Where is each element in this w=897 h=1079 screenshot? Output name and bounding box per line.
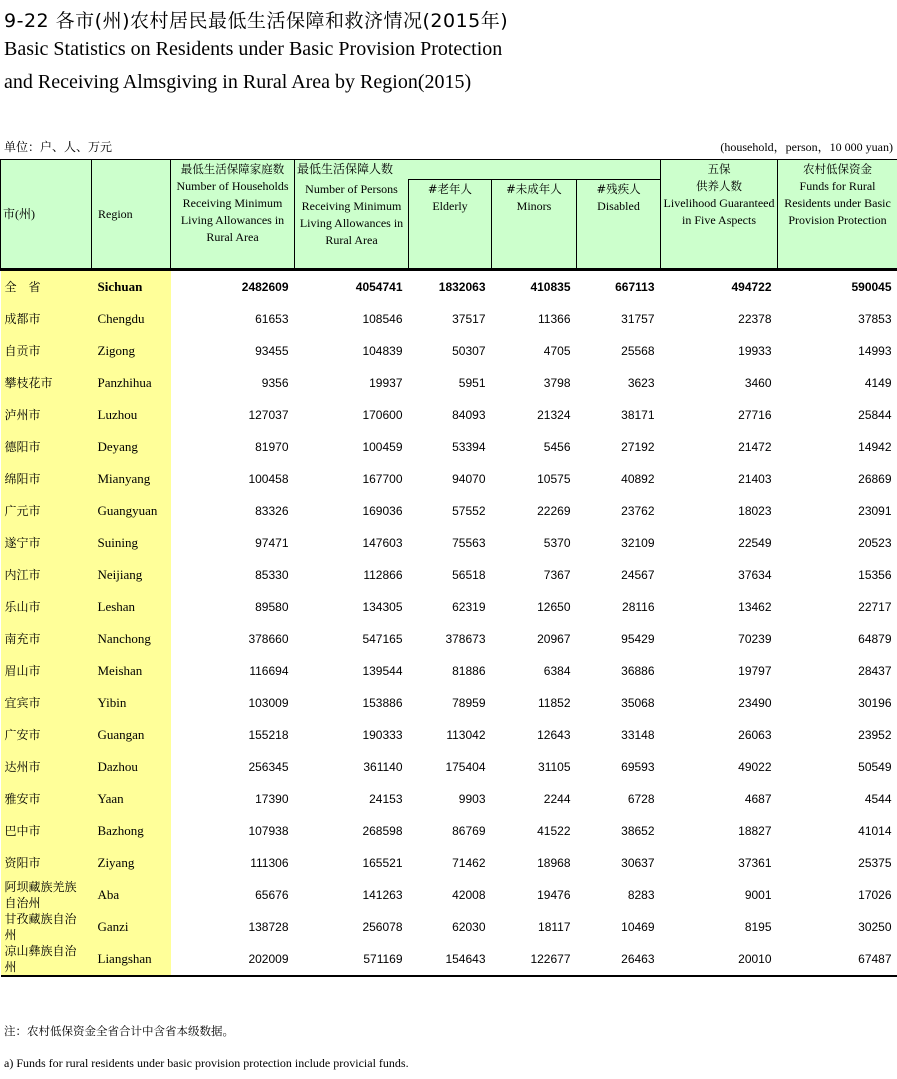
table-cell: 37634: [738, 568, 772, 582]
table-cell: 170600: [362, 408, 403, 422]
header-elderly: [409, 180, 492, 270]
footnote-cn: 注：农村低保资金全省合计中含省本级数据。: [4, 1024, 234, 1038]
table-cell: 64879: [858, 632, 892, 646]
table-cell: 27192: [621, 440, 655, 454]
table-cell: 95429: [621, 632, 655, 646]
table-cell: 190333: [362, 728, 403, 742]
table-cell: 3460: [744, 376, 772, 390]
table-cell: 18827: [738, 824, 772, 838]
region-name-en: Nanchong: [92, 623, 171, 655]
table-cell: 71462: [452, 856, 486, 870]
table-cell: 547165: [362, 632, 403, 646]
region-name-cn: 全省: [1, 270, 92, 304]
table-cell: 9001: [744, 888, 772, 902]
table-row: [1, 463, 897, 495]
table-cell: 15356: [858, 568, 892, 582]
table-row: [1, 527, 897, 559]
table-cell: 6728: [627, 792, 655, 806]
table-cell: 50307: [452, 344, 486, 358]
header-elderly-cn: #老年人: [427, 182, 473, 196]
table-cell: 37517: [452, 312, 486, 326]
table-cell: 175404: [445, 760, 486, 774]
table-row: [1, 783, 897, 815]
table-cell: 165521: [362, 856, 403, 870]
table-cell: 83326: [255, 504, 289, 518]
table-cell: 81970: [255, 440, 289, 454]
region-name-cn: 遂宁市: [1, 527, 92, 559]
table-cell: 36886: [621, 664, 655, 678]
region-name-cn: 达州市: [1, 751, 92, 783]
table-cell: 155218: [248, 728, 289, 742]
table-cell: 108546: [362, 312, 403, 326]
header-households-en: Number of Households Receiving Minimum Living Allowances in Rural Area: [176, 179, 289, 244]
region-name-cn: 凉山彝族自治州: [1, 943, 92, 976]
table-cell: 94070: [452, 472, 486, 486]
region-name-en: Yaan: [92, 783, 171, 815]
region-name-en: Neijiang: [92, 559, 171, 591]
region-name-en: Guangan: [92, 719, 171, 751]
table-cell: 23490: [738, 696, 772, 710]
table-cell: 78959: [452, 696, 486, 710]
table-cell: 9903: [458, 792, 486, 806]
header-wubao-cn2: 供养人数: [696, 179, 743, 193]
header-funds-cn: 农村低保资金: [803, 162, 873, 176]
region-name-cn: 成都市: [1, 303, 92, 335]
table-cell: 32109: [621, 536, 655, 550]
table-cell: 97471: [255, 536, 289, 550]
table-row: [1, 911, 897, 943]
table-cell: 26463: [577, 943, 661, 976]
table-cell: 103009: [248, 696, 289, 710]
table-row: [1, 399, 897, 431]
region-name-en: Guangyuan: [92, 495, 171, 527]
table-cell: 41522: [537, 824, 571, 838]
table-cell: 20523: [858, 536, 892, 550]
table-cell: 268598: [362, 824, 403, 838]
table-cell: 19937: [369, 376, 403, 390]
table-cell: 19476: [537, 888, 571, 902]
table-cell: 65676: [255, 888, 289, 902]
table-cell: 30637: [621, 856, 655, 870]
region-name-cn: 雅安市: [1, 783, 92, 815]
region-name-cn: 攀枝花市: [1, 367, 92, 399]
region-name-en: Dazhou: [92, 751, 171, 783]
table-cell: 22269: [537, 504, 571, 518]
table-cell: 38171: [621, 408, 655, 422]
header-city-cn: 市(州): [1, 160, 92, 270]
region-name-cn: 甘孜藏族自治州: [1, 911, 92, 943]
table-cell: 116694: [249, 664, 289, 678]
table-cell: 18023: [738, 504, 772, 518]
region-name-cn: 宜宾市: [1, 687, 92, 719]
table-cell: 14993: [858, 344, 892, 358]
table-cell: 20967: [537, 632, 571, 646]
region-name-en: Luzhou: [92, 399, 171, 431]
table-cell: 41014: [858, 824, 892, 838]
table-cell: 8283: [627, 888, 655, 902]
table-cell: 25844: [858, 408, 892, 422]
region-name-cn: 绵阳市: [1, 463, 92, 495]
header-wubao: [661, 160, 778, 270]
table-cell: 20010: [661, 943, 778, 976]
header-disabled-en: Disabled: [597, 199, 640, 213]
table-cell: 2482609: [171, 270, 295, 304]
table-cell: 410835: [492, 270, 577, 304]
table-cell: 4149: [864, 376, 892, 390]
table-cell: 1832063: [409, 270, 492, 304]
header-funds: [778, 160, 897, 270]
table-cell: 30250: [858, 920, 892, 934]
table-cell: 202009: [171, 943, 295, 976]
region-name-en: Chengdu: [92, 303, 171, 335]
table-cell: 256345: [248, 760, 289, 774]
header-region-en: Region: [92, 160, 171, 270]
table-cell: 23952: [858, 728, 892, 742]
table-row: [1, 847, 897, 879]
header-funds-en: Funds for Rural Residents under Basic Provision Protection: [784, 179, 891, 227]
table-cell: 28437: [858, 664, 892, 678]
table-cell: 37361: [738, 856, 772, 870]
table-cell: 378660: [248, 632, 289, 646]
table-row: [1, 655, 897, 687]
table-cell: 590045: [778, 270, 897, 304]
table-cell: 8195: [744, 920, 772, 934]
table-cell: 667113: [577, 270, 661, 304]
region-name-cn: 德阳市: [1, 431, 92, 463]
table-cell: 113042: [446, 728, 486, 742]
table-cell: 256078: [362, 920, 403, 934]
table-cell: 3798: [543, 376, 571, 390]
table-row: [1, 431, 897, 463]
table-cell: 100458: [248, 472, 289, 486]
table-cell: 31757: [621, 312, 655, 326]
table-cell: 169036: [362, 504, 403, 518]
table-title-en-line2: and Receiving Almsgiving in Rural Area by Region(2015): [4, 71, 472, 93]
table-cell: 31105: [538, 760, 571, 774]
table-cell: 6384: [543, 664, 571, 678]
table-cell: 13462: [738, 600, 772, 614]
table-row: [1, 815, 897, 847]
table-cell: 122677: [492, 943, 577, 976]
table-row: [1, 943, 897, 976]
region-name-en: Sichuan: [92, 270, 171, 304]
region-name-cn: 乐山市: [1, 591, 92, 623]
table-cell: 18117: [538, 920, 571, 934]
table-cell: 11366: [538, 312, 571, 326]
table-cell: 24567: [621, 568, 655, 582]
region-name-cn: 广安市: [1, 719, 92, 751]
region-name-en: Suining: [92, 527, 171, 559]
table-cell: 5951: [458, 376, 486, 390]
table-cell: 85330: [255, 568, 289, 582]
table-cell: 100459: [362, 440, 403, 454]
table-cell: 111306: [250, 856, 289, 870]
header-minors-en: Minors: [516, 199, 552, 213]
table-cell: 14942: [858, 440, 892, 454]
table-cell: 56518: [452, 568, 486, 582]
table-cell: 18968: [537, 856, 571, 870]
region-name-en: Yibin: [92, 687, 171, 719]
table-cell: 67487: [778, 943, 897, 976]
table-cell: 27716: [738, 408, 772, 422]
table-cell: 69593: [621, 760, 655, 774]
region-name-cn: 巴中市: [1, 815, 92, 847]
table-row: [1, 591, 897, 623]
region-name-cn: 自贡市: [1, 335, 92, 367]
region-name-en: Leshan: [92, 591, 171, 623]
table-cell: 139544: [362, 664, 403, 678]
table-cell: 17026: [858, 888, 892, 902]
header-minors: [492, 180, 577, 270]
table-cell: 25375: [858, 856, 892, 870]
table-cell: 62030: [452, 920, 486, 934]
header-households-cn: 最低生活保障家庭数: [180, 162, 285, 176]
header-elderly-en: Elderly: [432, 199, 468, 213]
table-cell: 12643: [537, 728, 571, 742]
table-cell: 107938: [248, 824, 289, 838]
table-cell: 378673: [445, 632, 486, 646]
table-cell: 28116: [622, 600, 655, 614]
region-name-cn: 广元市: [1, 495, 92, 527]
table-cell: 42008: [452, 888, 486, 902]
header-disabled: [577, 180, 661, 270]
header-wubao-en: Livelihood Guaranteed in Five Aspects: [663, 196, 775, 227]
table-cell: 37853: [858, 312, 892, 326]
table-cell: 154643: [409, 943, 492, 976]
table-cell: 112866: [363, 568, 403, 582]
table-cell: 21472: [738, 440, 772, 454]
table-cell: 4705: [543, 344, 571, 358]
table-cell: 10469: [621, 920, 655, 934]
table-cell: 10575: [537, 472, 571, 486]
table-cell: 24153: [369, 792, 403, 806]
table-cell: 22378: [738, 312, 772, 326]
table-cell: 30196: [858, 696, 892, 710]
table-cell: 127037: [248, 408, 289, 422]
table-cell: 50549: [858, 760, 892, 774]
region-name-en: Meishan: [92, 655, 171, 687]
table-cell: 167700: [362, 472, 403, 486]
table-row: [1, 495, 897, 527]
table-cell: 61653: [255, 312, 289, 326]
table-cell: 5370: [543, 536, 571, 550]
table-row: [1, 687, 897, 719]
table-cell: 361140: [363, 760, 403, 774]
header-wubao-cn1: 五保: [707, 162, 731, 176]
table-cell: 153886: [362, 696, 403, 710]
table-row: [1, 879, 897, 911]
table-title-cn: 9-22 各市(州)农村居民最低生活保障和救济情况(2015年): [4, 10, 509, 32]
table-cell: 22717: [858, 600, 892, 614]
table-cell: 81886: [452, 664, 486, 678]
table-cell: 494722: [661, 270, 778, 304]
table-row: [1, 751, 897, 783]
table-cell: 141263: [362, 888, 403, 902]
header-disabled-cn: #残疾人: [596, 182, 641, 196]
region-name-en: Panzhihua: [92, 367, 171, 399]
table-cell: 25568: [621, 344, 655, 358]
table-cell: 49022: [738, 760, 772, 774]
region-name-en: Ziyang: [92, 847, 171, 879]
region-name-en: Ganzi: [92, 911, 171, 943]
table-cell: 26063: [738, 728, 772, 742]
table-cell: 3623: [627, 376, 655, 390]
table-cell: 4544: [864, 792, 892, 806]
region-name-cn: 内江市: [1, 559, 92, 591]
region-name-cn: 阿坝藏族羌族自治州: [1, 879, 92, 911]
table-cell: 138728: [248, 920, 289, 934]
table-row: [1, 559, 897, 591]
table-cell: 84093: [452, 408, 486, 422]
table-cell: 21403: [738, 472, 772, 486]
table-title-en-line1: Basic Statistics on Residents under Basic Provision Protection: [4, 38, 503, 60]
table-row: [1, 367, 897, 399]
header-persons-en: Number of Persons Receiving Minimum Living Allowances in Rural Area: [295, 180, 409, 270]
region-name-en: Aba: [92, 879, 171, 911]
header-minors-cn: #未成年人: [506, 182, 562, 196]
table-cell: 38652: [621, 824, 655, 838]
table-cell: 70239: [738, 632, 772, 646]
table-cell: 23762: [621, 504, 655, 518]
table-cell: 57552: [452, 504, 486, 518]
region-name-en: Zigong: [92, 335, 171, 367]
table-cell: 19797: [738, 664, 772, 678]
header-households: [171, 160, 295, 270]
table-cell: 11852: [538, 696, 571, 710]
region-name-cn: 南充市: [1, 623, 92, 655]
unit-label-en: (household，person，10 000 yuan): [720, 140, 893, 154]
table-cell: 147603: [362, 536, 403, 550]
table-cell: 9356: [261, 376, 289, 390]
table-cell: 53394: [452, 440, 486, 454]
region-name-cn: 泸州市: [1, 399, 92, 431]
table-row: [1, 335, 897, 367]
table-cell: 23091: [858, 504, 892, 518]
table-cell: 62319: [452, 600, 486, 614]
table-cell: 104839: [362, 344, 403, 358]
table-cell: 17390: [255, 792, 289, 806]
region-name-en: Deyang: [92, 431, 171, 463]
table-cell: 22549: [738, 536, 772, 550]
table-cell: 35068: [621, 696, 655, 710]
table-cell: 4054741: [295, 270, 409, 304]
table-cell: 33148: [621, 728, 655, 742]
table-cell: 12650: [537, 600, 571, 614]
table-body: [1, 270, 897, 977]
region-name-cn: 眉山市: [1, 655, 92, 687]
table-cell: 89580: [255, 600, 289, 614]
table-row: [1, 303, 897, 335]
region-name-en: Liangshan: [92, 943, 171, 976]
table-cell: 4687: [744, 792, 772, 806]
region-name-cn: 资阳市: [1, 847, 92, 879]
table-cell: 5456: [543, 440, 571, 454]
table-cell: 7367: [543, 568, 571, 582]
table-row: [1, 623, 897, 655]
header-persons-cn: 最低生活保障人数: [295, 160, 661, 180]
table-cell: 86769: [452, 824, 486, 838]
table-cell: 40892: [621, 472, 655, 486]
unit-label-cn: 单位：户、人、万元: [4, 140, 113, 154]
table-row: [1, 270, 897, 304]
table-cell: 21324: [537, 408, 571, 422]
table-cell: 75563: [452, 536, 486, 550]
region-name-en: Mianyang: [92, 463, 171, 495]
statistics-table: [0, 159, 897, 977]
table-cell: 19933: [738, 344, 772, 358]
region-name-en: Bazhong: [92, 815, 171, 847]
table-cell: 2244: [543, 792, 571, 806]
table-cell: 93455: [255, 344, 289, 358]
table-cell: 571169: [295, 943, 409, 976]
footnote-en: a) Funds for rural residents under basic provision protection include provicial funds.: [4, 1056, 409, 1070]
table-cell: 26869: [858, 472, 892, 486]
table-cell: 134305: [362, 600, 403, 614]
table-row: [1, 719, 897, 751]
